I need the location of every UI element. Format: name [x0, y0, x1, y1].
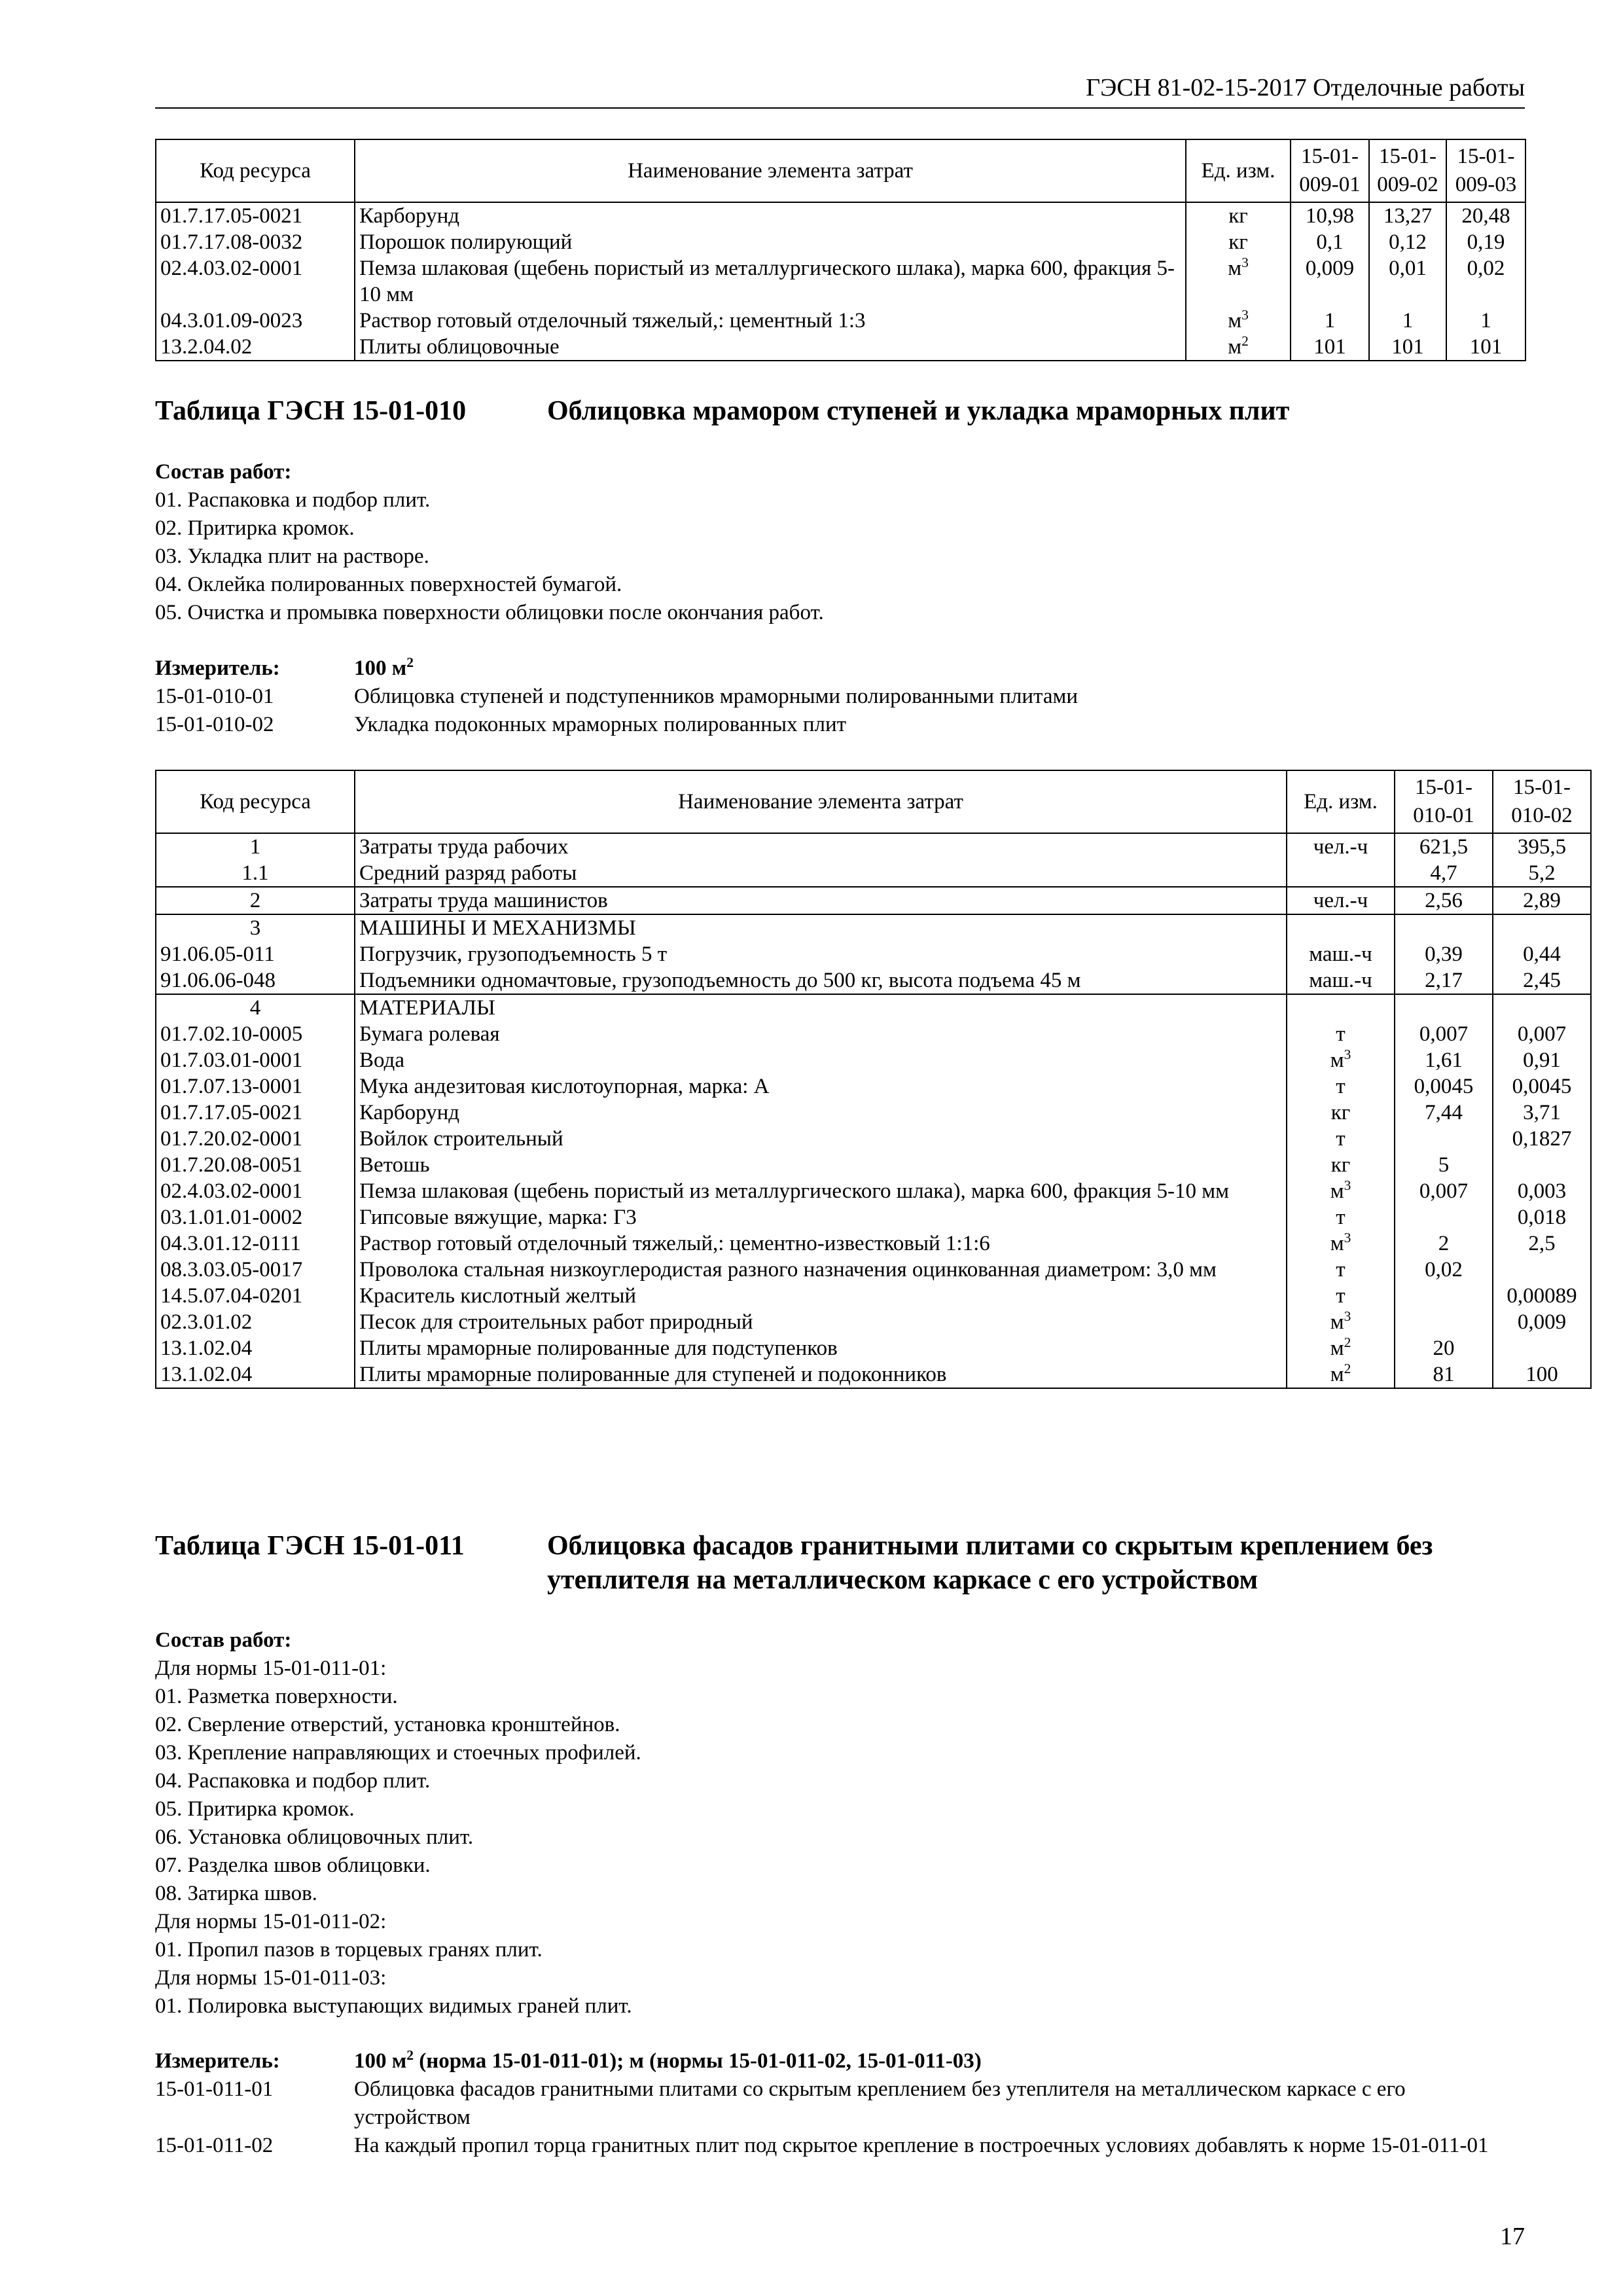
- resource-value: 100: [1493, 1361, 1591, 1388]
- resource-value: [1493, 914, 1591, 941]
- resource-value: 0,44: [1493, 941, 1591, 967]
- resource-value: 1: [1446, 308, 1525, 334]
- resource-name: Войлок строительный: [355, 1126, 1287, 1152]
- work-item: 07. Разделка швов облицовки.: [155, 1854, 431, 1877]
- resource-name: Подъемники одномачтовые, грузоподъемность до 500 кг, высота подъема 45 м: [355, 967, 1287, 994]
- resource-name: Средний разряд работы: [355, 860, 1287, 887]
- resource-unit: кг: [1287, 1100, 1395, 1126]
- resource-code: 1: [156, 833, 355, 860]
- table-header-row: [156, 770, 1591, 833]
- resource-name: Вода: [355, 1047, 1287, 1073]
- resource-value: 0,91: [1493, 1047, 1591, 1073]
- resource-value: 2,17: [1395, 967, 1493, 994]
- resource-unit: [1287, 860, 1395, 887]
- resource-value: 101: [1369, 334, 1446, 361]
- resource-value: 0,009: [1291, 255, 1369, 308]
- resource-name: МАШИНЫ И МЕХАНИЗМЫ: [355, 914, 1287, 941]
- table-row: [156, 255, 1525, 308]
- resource-code: 1.1: [156, 860, 355, 887]
- resource-unit: т: [1287, 1257, 1395, 1283]
- resource-unit: [1287, 914, 1395, 941]
- resource-code: 01.7.03.01-0001: [156, 1047, 355, 1073]
- resource-value: 2,56: [1395, 887, 1493, 914]
- norm-code: 15-01-010-02: [155, 713, 274, 736]
- col-header-code: Код ресурса: [156, 139, 355, 202]
- resource-name: Карборунд: [355, 1100, 1287, 1126]
- resource-name: Гипсовые вяжущие, марка: Г3: [355, 1204, 1287, 1230]
- table-row: [156, 229, 1525, 255]
- table-row: [156, 967, 1591, 994]
- resource-value: 101: [1446, 334, 1525, 361]
- resource-value: [1493, 994, 1591, 1021]
- resource-code: 08.3.03.05-0017: [156, 1257, 355, 1283]
- works-title: Состав работ:: [155, 1628, 292, 1652]
- resource-code: 01.7.17.05-0021: [156, 1100, 355, 1126]
- norm-code: 15-01-010-01: [155, 685, 274, 708]
- resource-code: 04.3.01.12-0111: [156, 1230, 355, 1257]
- col-header-norm: 15-01-010-02: [1493, 770, 1591, 833]
- resource-value: 1,61: [1395, 1047, 1493, 1073]
- work-item: 04. Распаковка и подбор плит.: [155, 1769, 431, 1793]
- work-item: 03. Крепление направляющих и стоечных профилей.: [155, 1741, 641, 1765]
- resource-unit: кг: [1186, 229, 1291, 255]
- resource-value: 20,48: [1446, 202, 1525, 229]
- resource-code: 01.7.20.08-0051: [156, 1152, 355, 1178]
- resource-name: Карборунд: [355, 202, 1186, 229]
- resource-value: 0,003: [1493, 1178, 1591, 1204]
- work-item: 05. Очистка и промывка поверхности облицовки после окончания работ.: [155, 601, 824, 624]
- resource-name: Ветошь: [355, 1152, 1287, 1178]
- resource-value: 3,71: [1493, 1100, 1591, 1126]
- resource-name: Плиты облицовочные: [355, 334, 1186, 361]
- work-item: 02. Притирка кромок.: [155, 516, 355, 540]
- resource-unit: маш.-ч: [1287, 967, 1395, 994]
- resource-value: 0,0045: [1395, 1073, 1493, 1100]
- resource-code: 13.1.02.04: [156, 1361, 355, 1388]
- col-header-norm: 15-01-010-01: [1395, 770, 1493, 833]
- resource-name: Раствор готовый отделочный тяжелый,: цементно-известковый 1:1:6: [355, 1230, 1287, 1257]
- resource-code: 01.7.17.08-0032: [156, 229, 355, 255]
- resource-name: Порошок полирующий: [355, 229, 1186, 255]
- table-row: [156, 860, 1591, 887]
- resource-code: 91.06.06-048: [156, 967, 355, 994]
- resource-code: 02.3.01.02: [156, 1309, 355, 1335]
- resource-unit: [1287, 994, 1395, 1021]
- resource-name: Краситель кислотный желтый: [355, 1283, 1287, 1309]
- table-title-011-line1: Облицовка фасадов гранитными плитами со скрытым креплением без: [547, 1531, 1433, 1561]
- norm-text: Облицовка фасадов гранитными плитами со скрытым креплением без утеплителя на металлическом каркасе с его устройством: [354, 2077, 1406, 2129]
- work-item: 01. Разметка поверхности.: [155, 1685, 398, 1708]
- meter-block-010: [155, 655, 1525, 739]
- table-row: [156, 1152, 1591, 1178]
- resource-name: Песок для строительных работ природный: [355, 1309, 1287, 1335]
- table-row: [156, 1178, 1591, 1204]
- resource-value: [1395, 1126, 1493, 1152]
- norm-text: Облицовка ступеней и подступенников мраморными полированными плитами: [354, 685, 1079, 708]
- resource-value: [1395, 1204, 1493, 1230]
- resource-value: 0,01: [1369, 255, 1446, 308]
- resource-value: 0,02: [1395, 1257, 1493, 1283]
- resource-code: 13.2.04.02: [156, 334, 355, 361]
- resource-code: 14.5.07.04-0201: [156, 1283, 355, 1309]
- resource-unit: т: [1287, 1021, 1395, 1047]
- work-item: 02. Сверление отверстий, установка кронштейнов.: [155, 1713, 620, 1736]
- resource-name: Затраты труда рабочих: [355, 833, 1287, 860]
- resource-value: 1: [1291, 308, 1369, 334]
- resource-unit: т: [1287, 1073, 1395, 1100]
- resource-value: [1493, 1335, 1591, 1361]
- resource-value: 0,12: [1369, 229, 1446, 255]
- resource-name: Мука андезитовая кислотоупорная, марка: А: [355, 1073, 1287, 1100]
- resource-unit: кг: [1287, 1152, 1395, 1178]
- resource-code: 03.1.01.01-0002: [156, 1204, 355, 1230]
- col-header-name: Наименование элемента затрат: [355, 770, 1287, 833]
- resource-unit: $м^2$: [1287, 1361, 1395, 1388]
- table-title-010: Облицовка мрамором ступеней и укладка мраморных плит: [547, 396, 1290, 426]
- resource-unit: $м^2$: [1287, 1335, 1395, 1361]
- resource-value: 101: [1291, 334, 1369, 361]
- resource-unit: $м^3$: [1287, 1047, 1395, 1073]
- resource-name: Бумага ролевая: [355, 1021, 1287, 1047]
- resource-name: Пемза шлаковая (щебень пористый из металлургического шлака), марка 600, фракция 5-10 мм: [355, 255, 1186, 308]
- header-rule: [155, 107, 1525, 109]
- table-row: [156, 1361, 1591, 1388]
- resource-code: 02.4.03.02-0001: [156, 1178, 355, 1204]
- resource-code: 2: [156, 887, 355, 914]
- norm-text: На каждый пропил торца гранитных плит под скрытое крепление в построечных условиях добавлять к норме 15-01-011-01: [354, 2134, 1489, 2157]
- resource-value: 81: [1395, 1361, 1493, 1388]
- table-row: [156, 1021, 1591, 1047]
- table-label-010: Таблица ГЭСН 15-01-010: [155, 396, 467, 426]
- works-title: Состав работ:: [155, 460, 292, 484]
- resource-table-010: [155, 770, 1592, 1389]
- table-row: [156, 202, 1525, 229]
- works-section-011: [155, 1626, 641, 2020]
- table-row: [156, 994, 1591, 1021]
- work-item: 06. Установка облицовочных плит.: [155, 1825, 474, 1849]
- resource-value: [1493, 1152, 1591, 1178]
- resource-name: Раствор готовый отделочный тяжелый,: цементный 1:3: [355, 308, 1186, 334]
- work-item: 01. Распаковка и подбор плит.: [155, 488, 431, 512]
- resource-name: Проволока стальная низкоуглеродистая разного назначения оцинкованная диаметром: 3,0 мм: [355, 1257, 1287, 1283]
- resource-unit: $м^3$: [1287, 1178, 1395, 1204]
- work-item: 01. Полировка выступающих видимых граней плит.: [155, 1994, 632, 2018]
- resource-unit: т: [1287, 1204, 1395, 1230]
- resource-value: 0,007: [1395, 1021, 1493, 1047]
- meter-block-011: [155, 2047, 1525, 2160]
- resource-value: 0,19: [1446, 229, 1525, 255]
- table-row: [156, 1126, 1591, 1152]
- meter-value: 100 $м^2$: [354, 655, 414, 680]
- table-row: [156, 941, 1591, 967]
- resource-name: Затраты труда машинистов: [355, 887, 1287, 914]
- resource-code: 01.7.07.13-0001: [156, 1073, 355, 1100]
- resource-name: Погрузчик, грузоподъемность 5 т: [355, 941, 1287, 967]
- resource-unit: $м^2$: [1186, 334, 1291, 361]
- table-row: [156, 1283, 1591, 1309]
- resource-unit: $м^3$: [1186, 308, 1291, 334]
- resource-value: 4,7: [1395, 860, 1493, 887]
- work-item: 03. Укладка плит на растворе.: [155, 545, 429, 568]
- resource-value: 0,00089: [1493, 1283, 1591, 1309]
- meter-label: Измеритель:: [155, 656, 280, 680]
- resource-code: 91.06.05-011: [156, 941, 355, 967]
- resource-value: 7,44: [1395, 1100, 1493, 1126]
- resource-value: 20: [1395, 1335, 1493, 1361]
- resource-value: 13,27: [1369, 202, 1446, 229]
- resource-value: 2,45: [1493, 967, 1591, 994]
- resource-code: 4: [156, 994, 355, 1021]
- resource-code: 02.4.03.02-0001: [156, 255, 355, 308]
- resource-value: [1493, 1257, 1591, 1283]
- resource-code: 13.1.02.04: [156, 1335, 355, 1361]
- resource-name: Пемза шлаковая (щебень пористый из металлургического шлака), марка 600, фракция 5-10 мм: [355, 1178, 1287, 1204]
- table-row: [156, 1204, 1591, 1230]
- meter-label: Измеритель:: [155, 2049, 280, 2073]
- resource-unit: маш.-ч: [1287, 941, 1395, 967]
- resource-value: 0,007: [1395, 1178, 1493, 1204]
- norm-code: 15-01-011-02: [155, 2134, 274, 2157]
- resource-name: Плиты мраморные полированные для ступеней и подоконников: [355, 1361, 1287, 1388]
- col-header-norm: 15-01-009-01: [1291, 139, 1369, 202]
- resource-value: 0,02: [1446, 255, 1525, 308]
- resource-unit: $м^3$: [1186, 255, 1291, 308]
- table-row: [156, 308, 1525, 334]
- running-header: ГЭСН 81-02-15-2017 Отделочные работы: [1086, 74, 1525, 101]
- resource-unit: т: [1287, 1283, 1395, 1309]
- resource-table-009: [155, 139, 1526, 361]
- resource-unit: $м^3$: [1287, 1230, 1395, 1257]
- col-header-code: Код ресурса: [156, 770, 355, 833]
- page-number: 17: [1500, 2223, 1525, 2250]
- resource-value: 10,98: [1291, 202, 1369, 229]
- col-header-name: Наименование элемента затрат: [355, 139, 1186, 202]
- table-title-011-line2: утеплителя на металлическом каркасе с его устройством: [547, 1565, 1258, 1595]
- resource-value: 0,0045: [1493, 1073, 1591, 1100]
- resource-unit: т: [1287, 1126, 1395, 1152]
- table-row: [156, 1230, 1591, 1257]
- resource-unit: $м^3$: [1287, 1309, 1395, 1335]
- table-row: [156, 1309, 1591, 1335]
- resource-code: 01.7.20.02-0001: [156, 1126, 355, 1152]
- resource-value: 2,5: [1493, 1230, 1591, 1257]
- table-row: [156, 887, 1591, 914]
- table-row: [156, 1073, 1591, 1100]
- table-label-011: Таблица ГЭСН 15-01-011: [155, 1531, 465, 1561]
- col-header-unit: Ед. изм.: [1186, 139, 1291, 202]
- meter-value: 100 $м^2$ (норма 15-01-011-01); м (нормы 15-01-011-02, 15-01-011-03): [354, 2047, 982, 2073]
- resource-unit: чел.-ч: [1287, 833, 1395, 860]
- resource-value: 1: [1369, 308, 1446, 334]
- work-item: Для нормы 15-01-011-03:: [155, 1966, 387, 1990]
- resource-value: 0,39: [1395, 941, 1493, 967]
- resource-value: [1395, 1309, 1493, 1335]
- resource-unit: кг: [1186, 202, 1291, 229]
- table-row: [156, 1047, 1591, 1073]
- norm-code: 15-01-011-01: [155, 2077, 274, 2101]
- resource-value: [1395, 1283, 1493, 1309]
- resource-value: 0,1827: [1493, 1126, 1591, 1152]
- work-item: 01. Пропил пазов в торцевых гранях плит.: [155, 1938, 543, 1962]
- resource-value: 2: [1395, 1230, 1493, 1257]
- table-row: [156, 1257, 1591, 1283]
- resource-name: Плиты мраморные полированные для подступенков: [355, 1335, 1287, 1361]
- table-header-row: [156, 139, 1525, 202]
- work-item: Для нормы 15-01-011-01:: [155, 1657, 387, 1680]
- resource-name: МАТЕРИАЛЫ: [355, 994, 1287, 1021]
- col-header-unit: Ед. изм.: [1287, 770, 1395, 833]
- resource-code: 01.7.17.05-0021: [156, 202, 355, 229]
- resource-value: [1395, 914, 1493, 941]
- resource-value: 621,5: [1395, 833, 1493, 860]
- work-item: 05. Притирка кромок.: [155, 1797, 355, 1821]
- table-row: [156, 1335, 1591, 1361]
- work-item: 04. Оклейка полированных поверхностей бумагой.: [155, 573, 622, 596]
- resource-value: 5: [1395, 1152, 1493, 1178]
- resource-value: [1395, 994, 1493, 1021]
- norm-text: Укладка подоконных мраморных полированных плит: [354, 713, 847, 736]
- resource-code: 04.3.01.09-0023: [156, 308, 355, 334]
- resource-value: 0,007: [1493, 1021, 1591, 1047]
- work-item: 08. Затирка швов.: [155, 1882, 317, 1905]
- resource-value: 0,018: [1493, 1204, 1591, 1230]
- table-row: [156, 334, 1525, 361]
- resource-value: 2,89: [1493, 887, 1591, 914]
- resource-code: 3: [156, 914, 355, 941]
- table-row: [156, 914, 1591, 941]
- table-row: [156, 833, 1591, 860]
- table-row: [156, 1100, 1591, 1126]
- resource-code: 01.7.02.10-0005: [156, 1021, 355, 1047]
- work-item: Для нормы 15-01-011-02:: [155, 1910, 387, 1933]
- resource-value: 0,1: [1291, 229, 1369, 255]
- col-header-norm: 15-01-009-02: [1369, 139, 1446, 202]
- resource-value: 5,2: [1493, 860, 1591, 887]
- resource-unit: чел.-ч: [1287, 887, 1395, 914]
- works-section-010: [155, 458, 824, 627]
- resource-value: 0,009: [1493, 1309, 1591, 1335]
- col-header-norm: 15-01-009-03: [1446, 139, 1525, 202]
- resource-value: 395,5: [1493, 833, 1591, 860]
